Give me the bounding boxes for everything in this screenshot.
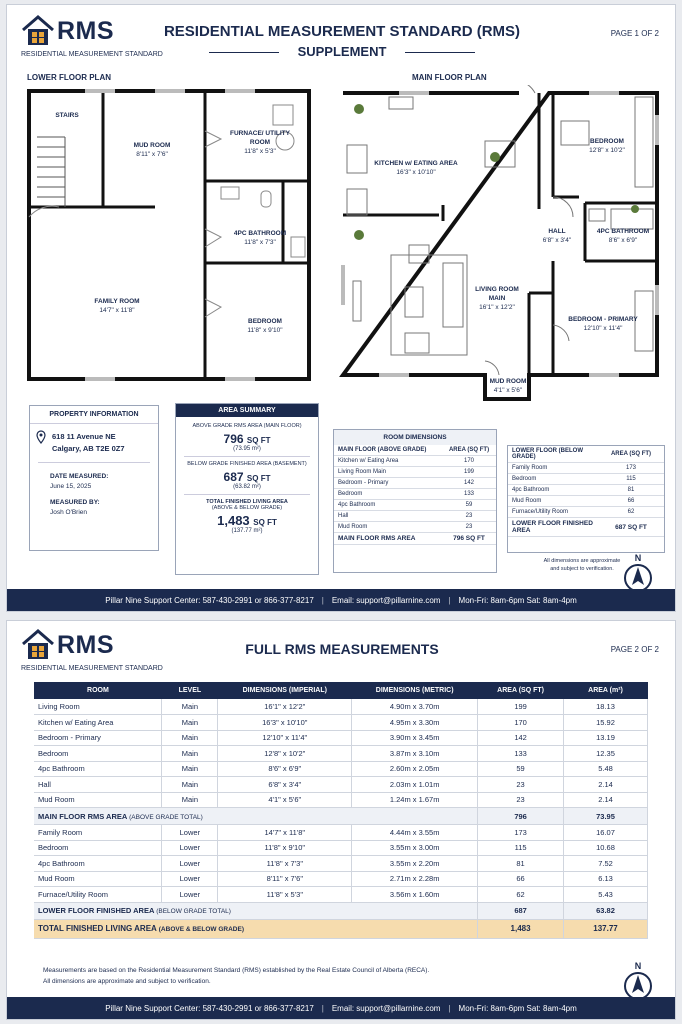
table-cell: 6.13 — [564, 871, 648, 887]
table-header-row — [34, 682, 648, 699]
note-line-2: All dimensions are approximate and subject to verification. — [43, 978, 211, 985]
table-cell: 59 — [478, 761, 564, 777]
room-dim: 6'8" x 3'4" — [542, 237, 572, 244]
table-cell: Lower — [162, 871, 218, 887]
cell: 62 — [598, 507, 664, 518]
subtotal-note: (ABOVE GRADE TOTAL) — [129, 813, 203, 821]
table-cell: 2.60m x 2.05m — [352, 761, 478, 777]
room-name: BEDROOM - PRIMARY — [568, 316, 638, 323]
cell: Hall — [334, 511, 442, 522]
compass — [623, 961, 653, 1001]
table-cell: Lower — [162, 856, 218, 872]
total-metric: (137.77 m²) — [231, 528, 263, 534]
room-dim: 11'8" x 7'3" — [244, 239, 276, 246]
table-row — [334, 511, 496, 522]
room-name: 4PC BATHROOM — [233, 230, 287, 237]
table-cell: Main — [162, 746, 218, 762]
note-line-1: Measurements are based on the Residential Measurement Standard (RMS) established by the Real Estate Council of Alberta (RECA). — [43, 967, 430, 974]
table-cell: 170 — [478, 715, 564, 731]
table-cell: 11'8" x 5'3" — [218, 887, 352, 903]
table-cell: 142 — [478, 730, 564, 746]
room-mud — [117, 141, 187, 159]
total-block — [176, 499, 318, 534]
logo-subtitle: RESIDENTIAL MEASUREMENT STANDARD — [21, 51, 163, 58]
table-row — [334, 478, 496, 489]
address-line-2: Calgary, AB T2E 0Z7 — [52, 444, 125, 453]
rms-logo — [21, 15, 171, 65]
cell: Kitchen w/ Eating Area — [334, 456, 442, 467]
divider — [38, 462, 150, 463]
cell: 23 — [442, 522, 496, 533]
table-cell: 4.44m x 3.55m — [352, 825, 478, 841]
room-hall — [537, 227, 577, 245]
table-cell: 199 — [478, 699, 564, 715]
room-name: MUD ROOM — [489, 378, 527, 385]
subtotal-label-cell — [34, 902, 478, 919]
total-note: (ABOVE & BELOW GRADE) — [158, 926, 244, 933]
table-cell: Hall — [34, 777, 162, 793]
total-m2: 137.77 — [564, 919, 648, 938]
table-cell: 12.35 — [564, 746, 648, 762]
room-dim: 16'1" x 12'2" — [479, 304, 515, 311]
lower-plan-label: LOWER FLOOR PLAN — [27, 73, 111, 82]
cell: 170 — [442, 456, 496, 467]
table-cell: 3.55m x 3.00m — [352, 840, 478, 856]
lower-dimensions-table — [508, 446, 664, 537]
room-name: KITCHEN w/ EATING AREA — [374, 160, 458, 167]
rms-logo — [21, 629, 171, 679]
subtotal-label: LOWER FLOOR FINISHED AREA — [38, 906, 155, 915]
total-label: TOTAL FINISHED LIVING AREA — [206, 499, 288, 505]
table-cell: Living Room — [34, 699, 162, 715]
table-cell: 6'8" x 3'4" — [218, 777, 352, 793]
room-name: BEDROOM — [248, 318, 282, 325]
table-row — [34, 871, 648, 887]
table-row — [508, 463, 664, 474]
cell: 4pc Bathroom — [508, 485, 598, 496]
area-summary-head: AREA SUMMARY — [176, 404, 318, 417]
table-cell: Main — [162, 730, 218, 746]
room-dim: 12'10" x 11'4" — [583, 325, 623, 332]
cell: Family Room — [508, 463, 598, 474]
table-cell: 14'7" x 11'8" — [218, 825, 352, 841]
above-unit: SQ FT — [246, 436, 271, 445]
cell: 23 — [442, 511, 496, 522]
lower-rows — [34, 825, 648, 903]
room-dim: 11'8" x 5'3" — [244, 148, 276, 155]
note-line-1: All dimensions are approximate — [543, 558, 621, 564]
footer-email: Email: support@pillarnine.com — [331, 595, 441, 605]
table-cell: 2.71m x 2.28m — [352, 871, 478, 887]
room-dimensions-head: ROOM DIMENSIONS — [334, 430, 496, 445]
logo-subtitle: RESIDENTIAL MEASUREMENT STANDARD — [21, 665, 163, 672]
below-metric: (63.82 m²) — [233, 484, 261, 490]
table-cell: 10.68 — [564, 840, 648, 856]
room-dim: 14'7" x 11'8" — [99, 307, 135, 314]
col-header: AREA (m²) — [564, 682, 648, 699]
cell: 173 — [598, 463, 664, 474]
room-stairs — [47, 111, 87, 120]
cell: 133 — [442, 489, 496, 500]
room-dim: 12'8" x 10'2" — [589, 147, 625, 154]
room-main-mud — [485, 377, 531, 395]
table-total-row — [508, 518, 664, 537]
divider — [184, 456, 310, 457]
col-header: LEVEL — [162, 682, 218, 699]
table-row — [508, 485, 664, 496]
below-unit: SQ FT — [246, 474, 271, 483]
address-line-1: 618 11 Avenue NE — [52, 432, 116, 441]
cell: Furnace/Utility Room — [508, 507, 598, 518]
footer: Pillar Nine Support Center: 587-430-2991 or 866-377-8217 | Email: support@pillarnine.com | Mon-Fri: 8am-6pm Sat: 8am-4pm — [7, 589, 675, 611]
table-cell: Main — [162, 715, 218, 731]
table-cell: 11'8" x 7'3" — [218, 856, 352, 872]
table-cell: 62 — [478, 887, 564, 903]
page-2-notes — [43, 965, 429, 987]
room-name: FAMILY ROOM — [94, 298, 140, 305]
lower-subtotal — [34, 902, 648, 938]
table-row — [34, 840, 648, 856]
above-value-line — [176, 432, 318, 446]
table-cell: 4pc Bathroom — [34, 761, 162, 777]
total-label-cell — [34, 919, 478, 938]
subtotal-sqft: 796 — [478, 808, 564, 825]
cell: Living Room Main — [334, 467, 442, 478]
divider — [184, 494, 310, 495]
cell: 66 — [598, 496, 664, 507]
table-cell: 15.92 — [564, 715, 648, 731]
table-cell: 23 — [478, 777, 564, 793]
main-rows — [34, 699, 648, 808]
table-cell: 16'3" x 10'10" — [218, 715, 352, 731]
house-icon — [21, 629, 55, 661]
table-cell: 7.52 — [564, 856, 648, 872]
table-cell: Lower — [162, 825, 218, 841]
logo-text: RMS — [57, 631, 115, 659]
room-furnace — [225, 129, 295, 156]
room-name: FURNACE/ UTILITY ROOM — [230, 130, 290, 146]
table-cell: Bedroom - Primary — [34, 730, 162, 746]
table-row — [508, 474, 664, 485]
cell: 687 SQ FT — [598, 518, 664, 537]
compass-label: N — [634, 961, 642, 971]
table-cell: Furnace/Utility Room — [34, 887, 162, 903]
area-summary — [175, 403, 319, 575]
table-row — [34, 746, 648, 762]
table-cell: 4pc Bathroom — [34, 856, 162, 872]
table-cell: 66 — [478, 871, 564, 887]
room-dim: 8'11" x 7'6" — [136, 151, 168, 158]
table-cell: 8'11" x 7'6" — [218, 871, 352, 887]
col-header: MAIN FLOOR (ABOVE GRADE) — [334, 445, 442, 456]
date-label: DATE MEASURED: — [50, 473, 109, 480]
table-cell: 133 — [478, 746, 564, 762]
divider — [209, 52, 279, 53]
page-number: PAGE 2 OF 2 — [610, 645, 659, 654]
page-1 — [6, 4, 676, 612]
compass-label: N — [634, 553, 642, 563]
table-row — [34, 792, 648, 808]
room-dim: 8'6" x 6'9" — [608, 237, 638, 244]
table-cell: 4.90m x 3.70m — [352, 699, 478, 715]
footer-support: Pillar Nine Support Center: 587-430-2991 or 866-377-8217 — [105, 1003, 314, 1013]
below-value-line — [176, 470, 318, 484]
room-family — [77, 297, 157, 315]
total-value-line — [176, 513, 318, 528]
subtitle-text: SUPPLEMENT — [297, 44, 387, 59]
table-cell: Lower — [162, 887, 218, 903]
table-total-row — [334, 533, 496, 545]
address — [52, 431, 125, 455]
table-header-row — [334, 445, 496, 456]
table-row — [34, 825, 648, 841]
table-cell: 3.87m x 3.10m — [352, 746, 478, 762]
room-kitchen — [371, 159, 461, 177]
main-floor-plan — [339, 85, 665, 411]
cell: 142 — [442, 478, 496, 489]
page-number: PAGE 1 OF 2 — [610, 29, 659, 38]
cell: Mud Room — [334, 522, 442, 533]
table-cell: Mud Room — [34, 792, 162, 808]
table-row — [334, 489, 496, 500]
total-label-2: (ABOVE & BELOW GRADE) — [211, 505, 283, 511]
property-head: PROPERTY INFORMATION — [30, 406, 158, 424]
table-cell: Mud Room — [34, 871, 162, 887]
table-row — [334, 500, 496, 511]
below-label: BELOW GRADE FINISHED AREA (BASEMENT) — [187, 461, 307, 467]
table-cell: 2.14 — [564, 792, 648, 808]
table-row — [34, 699, 648, 715]
measured-by-label: MEASURED BY: — [50, 499, 100, 506]
room-name: 4PC BATHROOM — [596, 228, 650, 235]
table-cell: 13.19 — [564, 730, 648, 746]
main-subtotal — [34, 808, 648, 825]
table-cell: 4'1" x 5'6" — [218, 792, 352, 808]
cell: 199 — [442, 467, 496, 478]
table-cell: 12'10" x 11'4" — [218, 730, 352, 746]
total-label: TOTAL FINISHED LIVING AREA — [38, 924, 157, 933]
subtotal-label: MAIN FLOOR RMS AREA — [38, 811, 128, 821]
total-sqft: 1,483 — [478, 919, 564, 938]
table-cell: 2.03m x 1.01m — [352, 777, 478, 793]
table-row — [508, 496, 664, 507]
cell: Bedroom — [508, 474, 598, 485]
above-metric: (73.95 m²) — [233, 446, 261, 452]
compass — [623, 553, 653, 593]
table-cell: Main — [162, 699, 218, 715]
table-row — [34, 761, 648, 777]
table-cell: Lower — [162, 840, 218, 856]
cell: 796 SQ FT — [442, 533, 496, 545]
logo-text: RMS — [57, 17, 115, 45]
col-header: AREA (SQ FT) — [478, 682, 564, 699]
above-grade-block — [176, 417, 318, 452]
room-living — [469, 285, 525, 312]
col-header: AREA (SQ FT) — [598, 446, 664, 463]
footer: Pillar Nine Support Center: 587-430-2991 or 866-377-8217 | Email: support@pillarnine.com | Mon-Fri: 8am-6pm Sat: 8am-4pm — [7, 997, 675, 1019]
col-header: AREA (SQ FT) — [442, 445, 496, 456]
table-cell: 81 — [478, 856, 564, 872]
room-dimensions-lower — [507, 445, 665, 553]
subtotal-m2: 73.95 — [564, 808, 648, 825]
table-cell: 11'8" x 9'10" — [218, 840, 352, 856]
above-value: 796 — [223, 432, 244, 446]
room-dim: 16'3" x 10'10" — [396, 169, 436, 176]
subtotal-row — [34, 902, 648, 919]
table-cell: 18.13 — [564, 699, 648, 715]
table-cell: Family Room — [34, 825, 162, 841]
page-title: RESIDENTIAL MEASUREMENT STANDARD (RMS) — [163, 23, 521, 40]
room-name: BEDROOM — [590, 138, 624, 145]
table-cell: Bedroom — [34, 746, 162, 762]
room-name: STAIRS — [55, 112, 79, 119]
room-dim: 11'8" x 9'10" — [247, 327, 283, 334]
table-cell: 3.90m x 3.45m — [352, 730, 478, 746]
table-cell: Main — [162, 792, 218, 808]
location-pin-icon — [36, 430, 46, 444]
table-cell: 16'1" x 12'2" — [218, 699, 352, 715]
subtotal-row — [34, 808, 648, 825]
footer-email: Email: support@pillarnine.com — [331, 1003, 441, 1013]
room-main-bedroom — [577, 137, 637, 155]
footer-hours: Mon-Fri: 8am-6pm Sat: 8am-4pm — [458, 595, 577, 605]
total-value: 1,483 — [217, 513, 250, 528]
footer-support: Pillar Nine Support Center: 587-430-2991 or 866-377-8217 — [105, 595, 314, 605]
table-cell: 16.07 — [564, 825, 648, 841]
cell: Bedroom - Primary — [334, 478, 442, 489]
table-cell: 173 — [478, 825, 564, 841]
col-header: ROOM — [34, 682, 162, 699]
cell: 81 — [598, 485, 664, 496]
table-cell: 3.56m x 1.60m — [352, 887, 478, 903]
below-grade-block — [176, 461, 318, 490]
table-row — [34, 777, 648, 793]
room-primary — [563, 315, 643, 333]
subtotal-m2: 63.82 — [564, 902, 648, 919]
property-info — [29, 405, 159, 551]
table-cell: 4.95m x 3.30m — [352, 715, 478, 731]
room-name: MUD ROOM — [133, 142, 171, 149]
cell: MAIN FLOOR RMS AREA — [334, 533, 442, 545]
cell: Bedroom — [334, 489, 442, 500]
subtotal-note: (BELOW GRADE TOTAL) — [156, 908, 231, 915]
table-header-row — [508, 446, 664, 463]
table-row — [34, 887, 648, 903]
table-cell: 3.55m x 2.20m — [352, 856, 478, 872]
cell: 59 — [442, 500, 496, 511]
table-cell: Main — [162, 761, 218, 777]
table-row — [334, 467, 496, 478]
cell: 115 — [598, 474, 664, 485]
house-icon — [21, 15, 55, 47]
table-cell: 115 — [478, 840, 564, 856]
main-plan-label: MAIN FLOOR PLAN — [412, 73, 487, 82]
table-row — [34, 856, 648, 872]
room-dimensions-main — [333, 429, 497, 573]
page-2 — [6, 620, 676, 1020]
room-lower-bedroom — [225, 317, 305, 335]
footer-hours: Mon-Fri: 8am-6pm Sat: 8am-4pm — [458, 1003, 577, 1013]
cell: Mud Room — [508, 496, 598, 507]
full-measurements-table — [34, 682, 648, 939]
table-row — [34, 715, 648, 731]
col-header: DIMENSIONS (METRIC) — [352, 682, 478, 699]
table-row — [334, 456, 496, 467]
room-main-bath — [593, 227, 653, 245]
measured-by-value: Josh O'Brien — [50, 509, 88, 516]
col-header: LOWER FLOOR (BELOW GRADE) — [508, 446, 598, 463]
col-header: DIMENSIONS (IMPERIAL) — [218, 682, 352, 699]
date-block — [50, 472, 108, 518]
table-cell: Bedroom — [34, 840, 162, 856]
room-lower-bath — [215, 229, 305, 247]
table-cell: 1.24m x 1.67m — [352, 792, 478, 808]
date-value: June 15, 2025 — [50, 483, 92, 490]
below-value: 687 — [223, 470, 244, 484]
total-row — [34, 919, 648, 938]
subtotal-sqft: 687 — [478, 902, 564, 919]
table-cell: 5.43 — [564, 887, 648, 903]
table-cell: Kitchen w/ Eating Area — [34, 715, 162, 731]
room-name: LIVING ROOM MAIN — [475, 286, 519, 302]
table-cell: Main — [162, 777, 218, 793]
cell: LOWER FLOOR FINISHED AREA — [508, 518, 598, 537]
note-line-2: and subject to verification. — [550, 566, 614, 572]
room-name: HALL — [548, 228, 566, 235]
total-unit: SQ FT — [253, 518, 277, 527]
divider — [405, 52, 475, 53]
main-dimensions-table — [334, 445, 496, 545]
subtotal-label-cell — [34, 808, 478, 825]
room-dim: 4'1" x 5'6" — [493, 387, 523, 394]
page-2-title: FULL RMS MEASUREMENTS — [245, 641, 439, 657]
cell: 4pc Bathroom — [334, 500, 442, 511]
table-cell: 12'8" x 10'2" — [218, 746, 352, 762]
table-cell: 23 — [478, 792, 564, 808]
above-label: ABOVE GRADE RMS AREA (MAIN FLOOR) — [192, 423, 302, 429]
table-cell: 8'6" x 6'9" — [218, 761, 352, 777]
table-row — [334, 522, 496, 533]
table-cell: 5.48 — [564, 761, 648, 777]
table-row — [508, 507, 664, 518]
page-subtitle — [157, 44, 527, 59]
table-cell: 2.14 — [564, 777, 648, 793]
table-row — [34, 730, 648, 746]
